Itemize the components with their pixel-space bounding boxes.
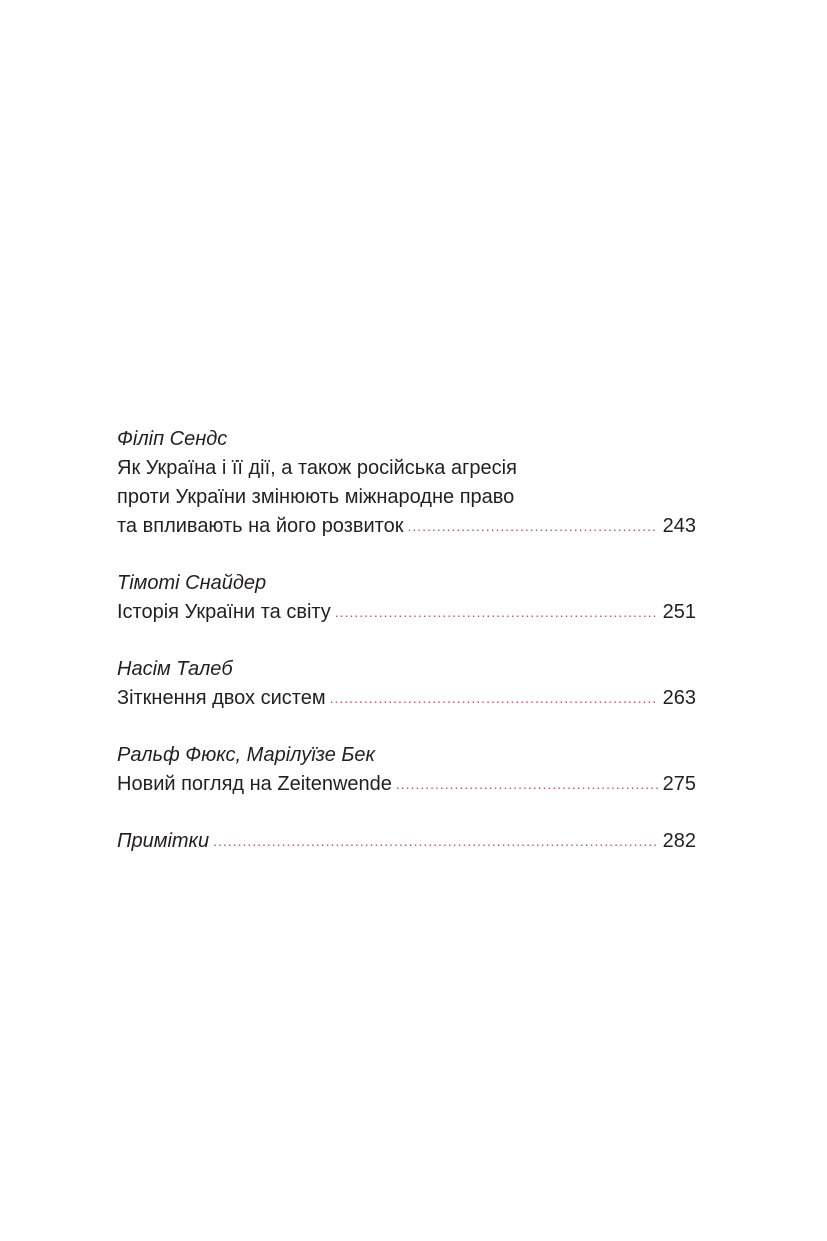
entry-title: Історія України та світу [117, 601, 331, 623]
page-number: 243 [662, 515, 696, 537]
entry-title-row[interactable] [117, 598, 696, 627]
dot-leader [335, 598, 658, 627]
entry-author: Ральф Фюкс, Марілуїзе Бек [117, 744, 375, 766]
toc-entry [117, 741, 696, 799]
entry-title: Новий погляд на Zeitenwende [117, 773, 392, 795]
entry-title: Зіткнення двох систем [117, 687, 326, 709]
entry-title: та впливають на його розвиток [117, 515, 404, 537]
dot-leader [213, 827, 658, 856]
entry-title-line: проти України змінюють міжнародне право [117, 486, 515, 508]
toc-entry [117, 655, 696, 713]
entry-author: Філіп Сендс [117, 428, 228, 450]
toc-entry-notes [117, 827, 696, 856]
page-number: 282 [662, 830, 696, 852]
entry-author: Насім Талеб [117, 658, 233, 680]
dot-leader [330, 684, 658, 713]
entry-title-row[interactable] [117, 512, 696, 541]
entry-title-line: Як Україна і її дії, а також російська агресія [117, 457, 517, 479]
entry-author: Тімоті Снайдер [117, 572, 267, 594]
page-number: 263 [662, 687, 696, 709]
entry-title-row[interactable] [117, 684, 696, 713]
notes-title: Примітки [117, 830, 210, 852]
table-of-contents [117, 425, 696, 884]
notes-title-row[interactable] [117, 827, 696, 856]
toc-entry [117, 569, 696, 627]
dot-leader [407, 512, 657, 541]
dot-leader [396, 770, 658, 799]
entry-title-row[interactable] [117, 770, 696, 799]
page-number: 251 [662, 601, 696, 623]
toc-entry [117, 425, 696, 541]
page-number: 275 [662, 773, 696, 795]
